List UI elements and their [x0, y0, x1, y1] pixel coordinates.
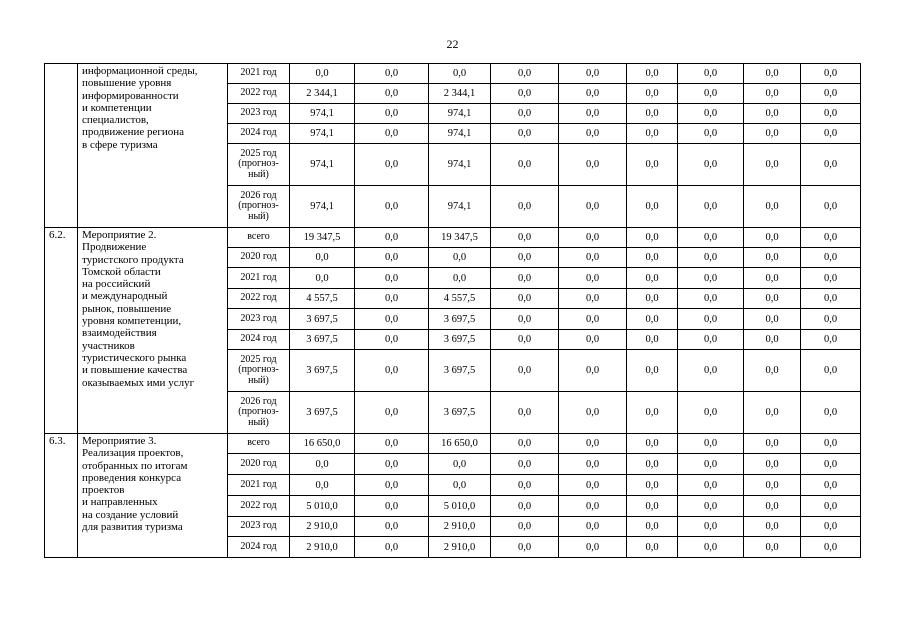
value-cell: 0,0	[627, 434, 678, 454]
value-cell: 0,0	[627, 309, 678, 330]
year-cell: 2022 год	[228, 84, 290, 104]
value-cell: 0,0	[559, 350, 627, 392]
year-cell: 2026 год (прогноз- ный)	[228, 392, 290, 434]
value-cell: 974,1	[290, 104, 355, 124]
value-cell: 0,0	[627, 289, 678, 309]
value-cell: 974,1	[429, 124, 491, 144]
page-number: 22	[446, 37, 459, 51]
year-cell: 2023 год	[228, 104, 290, 124]
value-cell: 0,0	[678, 496, 744, 517]
value-cell: 0,0	[355, 144, 429, 186]
value-cell: 0,0	[744, 434, 801, 454]
value-cell: 0,0	[678, 144, 744, 186]
budget-table	[44, 63, 861, 558]
value-cell: 0,0	[744, 228, 801, 248]
value-cell: 0,0	[744, 537, 801, 558]
value-cell: 2 344,1	[429, 84, 491, 104]
value-cell: 0,0	[744, 392, 801, 434]
value-cell: 0,0	[355, 434, 429, 454]
value-cell: 2 910,0	[290, 537, 355, 558]
value-cell: 0,0	[678, 186, 744, 228]
value-cell: 0,0	[744, 350, 801, 392]
value-cell: 0,0	[559, 289, 627, 309]
table-row	[45, 434, 861, 454]
value-cell: 0,0	[678, 248, 744, 268]
year-cell: 2021 год	[228, 475, 290, 496]
year-cell: 2023 год	[228, 517, 290, 537]
year-cell: 2024 год	[228, 537, 290, 558]
value-cell: 974,1	[429, 186, 491, 228]
value-cell: 0,0	[627, 124, 678, 144]
value-cell: 19 347,5	[429, 228, 491, 248]
value-cell: 0,0	[559, 309, 627, 330]
item-description: Мероприятие 2. Продвижение туристского продукта Томской области на российский и международный рынок, повышение уровня компетенции, взаимодействия участников туристического рынка и повышение качества оказываемых ими услуг	[78, 228, 228, 434]
value-cell: 0,0	[559, 84, 627, 104]
value-cell: 0,0	[627, 84, 678, 104]
value-cell: 3 697,5	[429, 392, 491, 434]
value-cell: 0,0	[744, 517, 801, 537]
value-cell: 0,0	[491, 144, 559, 186]
value-cell: 0,0	[355, 330, 429, 350]
value-cell: 0,0	[559, 454, 627, 475]
value-cell: 2 344,1	[290, 84, 355, 104]
value-cell: 0,0	[744, 454, 801, 475]
value-cell: 0,0	[355, 496, 429, 517]
value-cell: 0,0	[355, 248, 429, 268]
value-cell: 0,0	[678, 392, 744, 434]
year-cell: 2020 год	[228, 454, 290, 475]
value-cell: 0,0	[355, 124, 429, 144]
value-cell: 0,0	[744, 104, 801, 124]
value-cell: 3 697,5	[429, 309, 491, 330]
value-cell: 0,0	[491, 104, 559, 124]
value-cell: 0,0	[491, 496, 559, 517]
value-cell: 0,0	[559, 434, 627, 454]
value-cell: 974,1	[290, 144, 355, 186]
value-cell: 0,0	[491, 330, 559, 350]
value-cell: 974,1	[290, 124, 355, 144]
value-cell: 0,0	[429, 268, 491, 289]
value-cell: 0,0	[559, 228, 627, 248]
value-cell: 0,0	[355, 104, 429, 124]
year-cell: всего	[228, 434, 290, 454]
value-cell: 0,0	[627, 248, 678, 268]
value-cell: 0,0	[801, 454, 861, 475]
value-cell: 0,0	[678, 268, 744, 289]
item-number	[45, 64, 78, 228]
value-cell: 0,0	[559, 537, 627, 558]
value-cell: 0,0	[678, 228, 744, 248]
value-cell: 0,0	[355, 309, 429, 330]
value-cell: 0,0	[801, 434, 861, 454]
value-cell: 3 697,5	[290, 392, 355, 434]
year-cell: 2025 год (прогноз- ный)	[228, 144, 290, 186]
value-cell: 0,0	[801, 350, 861, 392]
value-cell: 0,0	[678, 124, 744, 144]
value-cell: 3 697,5	[290, 309, 355, 330]
value-cell: 0,0	[559, 186, 627, 228]
value-cell: 3 697,5	[429, 330, 491, 350]
value-cell: 0,0	[491, 84, 559, 104]
value-cell: 0,0	[744, 289, 801, 309]
year-cell: 2026 год (прогноз- ный)	[228, 186, 290, 228]
value-cell: 0,0	[627, 228, 678, 248]
value-cell: 0,0	[801, 330, 861, 350]
year-cell: 2023 год	[228, 309, 290, 330]
value-cell: 0,0	[678, 64, 744, 84]
value-cell: 0,0	[491, 475, 559, 496]
value-cell: 0,0	[559, 392, 627, 434]
value-cell: 5 010,0	[429, 496, 491, 517]
value-cell: 0,0	[801, 104, 861, 124]
item-number: 6.3.	[45, 434, 78, 558]
value-cell: 5 010,0	[290, 496, 355, 517]
value-cell: 0,0	[491, 186, 559, 228]
value-cell: 0,0	[491, 537, 559, 558]
value-cell: 0,0	[801, 64, 861, 84]
value-cell: 0,0	[559, 104, 627, 124]
value-cell: 0,0	[491, 289, 559, 309]
value-cell: 0,0	[678, 84, 744, 104]
value-cell: 0,0	[627, 454, 678, 475]
value-cell: 0,0	[801, 496, 861, 517]
value-cell: 0,0	[678, 330, 744, 350]
value-cell: 0,0	[491, 350, 559, 392]
value-cell: 974,1	[429, 144, 491, 186]
value-cell: 0,0	[491, 124, 559, 144]
value-cell: 0,0	[429, 475, 491, 496]
value-cell: 0,0	[744, 248, 801, 268]
year-cell: 2022 год	[228, 289, 290, 309]
year-cell: 2021 год	[228, 268, 290, 289]
value-cell: 0,0	[627, 517, 678, 537]
value-cell: 0,0	[559, 330, 627, 350]
value-cell: 0,0	[559, 248, 627, 268]
value-cell: 0,0	[355, 84, 429, 104]
value-cell: 0,0	[627, 496, 678, 517]
value-cell: 0,0	[744, 124, 801, 144]
value-cell: 0,0	[491, 392, 559, 434]
value-cell: 0,0	[355, 392, 429, 434]
value-cell: 0,0	[744, 144, 801, 186]
item-description: Мероприятие 3. Реализация проектов, отобранных по итогам проведения конкурса проектов и направленных на создание условий для развития туризма	[78, 434, 228, 558]
value-cell: 0,0	[801, 84, 861, 104]
value-cell: 0,0	[429, 248, 491, 268]
value-cell: 3 697,5	[290, 330, 355, 350]
value-cell: 0,0	[355, 517, 429, 537]
value-cell: 974,1	[429, 104, 491, 124]
value-cell: 3 697,5	[290, 350, 355, 392]
value-cell: 2 910,0	[429, 537, 491, 558]
value-cell: 0,0	[429, 64, 491, 84]
value-cell: 0,0	[627, 64, 678, 84]
value-cell: 0,0	[744, 309, 801, 330]
value-cell: 0,0	[491, 309, 559, 330]
value-cell: 0,0	[801, 392, 861, 434]
value-cell: 16 650,0	[290, 434, 355, 454]
value-cell: 0,0	[355, 64, 429, 84]
value-cell: 0,0	[744, 330, 801, 350]
value-cell: 4 557,5	[429, 289, 491, 309]
value-cell: 0,0	[627, 186, 678, 228]
table-row	[45, 228, 861, 248]
year-cell: 2024 год	[228, 330, 290, 350]
value-cell: 0,0	[744, 186, 801, 228]
value-cell: 0,0	[355, 186, 429, 228]
value-cell: 0,0	[290, 475, 355, 496]
value-cell: 0,0	[491, 517, 559, 537]
value-cell: 0,0	[678, 475, 744, 496]
value-cell: 0,0	[744, 64, 801, 84]
table-row	[45, 64, 861, 84]
value-cell: 0,0	[801, 517, 861, 537]
value-cell: 0,0	[801, 144, 861, 186]
value-cell: 0,0	[678, 434, 744, 454]
value-cell: 3 697,5	[429, 350, 491, 392]
year-cell: 2024 год	[228, 124, 290, 144]
year-cell: 2021 год	[228, 64, 290, 84]
value-cell: 0,0	[678, 289, 744, 309]
value-cell: 0,0	[744, 475, 801, 496]
value-cell: 0,0	[290, 248, 355, 268]
item-number: 6.2.	[45, 228, 78, 434]
value-cell: 0,0	[491, 434, 559, 454]
value-cell: 0,0	[355, 537, 429, 558]
value-cell: 0,0	[744, 84, 801, 104]
value-cell: 0,0	[678, 537, 744, 558]
value-cell: 0,0	[627, 104, 678, 124]
value-cell: 0,0	[559, 268, 627, 289]
value-cell: 0,0	[355, 268, 429, 289]
value-cell: 0,0	[627, 537, 678, 558]
year-cell: 2020 год	[228, 248, 290, 268]
value-cell: 0,0	[355, 454, 429, 475]
year-cell: 2022 год	[228, 496, 290, 517]
value-cell: 0,0	[801, 309, 861, 330]
value-cell: 0,0	[801, 186, 861, 228]
value-cell: 0,0	[355, 289, 429, 309]
value-cell: 4 557,5	[290, 289, 355, 309]
value-cell: 0,0	[491, 64, 559, 84]
value-cell: 0,0	[559, 517, 627, 537]
value-cell: 19 347,5	[290, 228, 355, 248]
value-cell: 0,0	[627, 475, 678, 496]
value-cell: 16 650,0	[429, 434, 491, 454]
value-cell: 0,0	[627, 330, 678, 350]
value-cell: 0,0	[491, 228, 559, 248]
value-cell: 0,0	[744, 496, 801, 517]
value-cell: 0,0	[678, 309, 744, 330]
value-cell: 0,0	[678, 350, 744, 392]
value-cell: 2 910,0	[290, 517, 355, 537]
value-cell: 0,0	[627, 392, 678, 434]
item-description: информационной среды, повышение уровня информированности и компетенции специалистов, продвижение региона в сфере туризма	[78, 64, 228, 228]
value-cell: 0,0	[290, 64, 355, 84]
value-cell: 0,0	[355, 350, 429, 392]
value-cell: 0,0	[290, 454, 355, 475]
value-cell: 0,0	[627, 350, 678, 392]
value-cell: 0,0	[290, 268, 355, 289]
value-cell: 0,0	[429, 454, 491, 475]
value-cell: 2 910,0	[429, 517, 491, 537]
value-cell: 0,0	[801, 537, 861, 558]
value-cell: 0,0	[678, 454, 744, 475]
value-cell: 0,0	[678, 517, 744, 537]
value-cell: 0,0	[801, 289, 861, 309]
value-cell: 974,1	[290, 186, 355, 228]
value-cell: 0,0	[559, 475, 627, 496]
value-cell: 0,0	[627, 144, 678, 186]
value-cell: 0,0	[491, 248, 559, 268]
value-cell: 0,0	[559, 64, 627, 84]
year-cell: всего	[228, 228, 290, 248]
value-cell: 0,0	[801, 475, 861, 496]
value-cell: 0,0	[678, 104, 744, 124]
value-cell: 0,0	[355, 228, 429, 248]
value-cell: 0,0	[355, 475, 429, 496]
value-cell: 0,0	[491, 268, 559, 289]
value-cell: 0,0	[744, 268, 801, 289]
value-cell: 0,0	[559, 496, 627, 517]
value-cell: 0,0	[559, 124, 627, 144]
value-cell: 0,0	[559, 144, 627, 186]
value-cell: 0,0	[627, 268, 678, 289]
value-cell: 0,0	[801, 124, 861, 144]
year-cell: 2025 год (прогноз- ный)	[228, 350, 290, 392]
value-cell: 0,0	[801, 228, 861, 248]
value-cell: 0,0	[491, 454, 559, 475]
value-cell: 0,0	[801, 248, 861, 268]
value-cell: 0,0	[801, 268, 861, 289]
